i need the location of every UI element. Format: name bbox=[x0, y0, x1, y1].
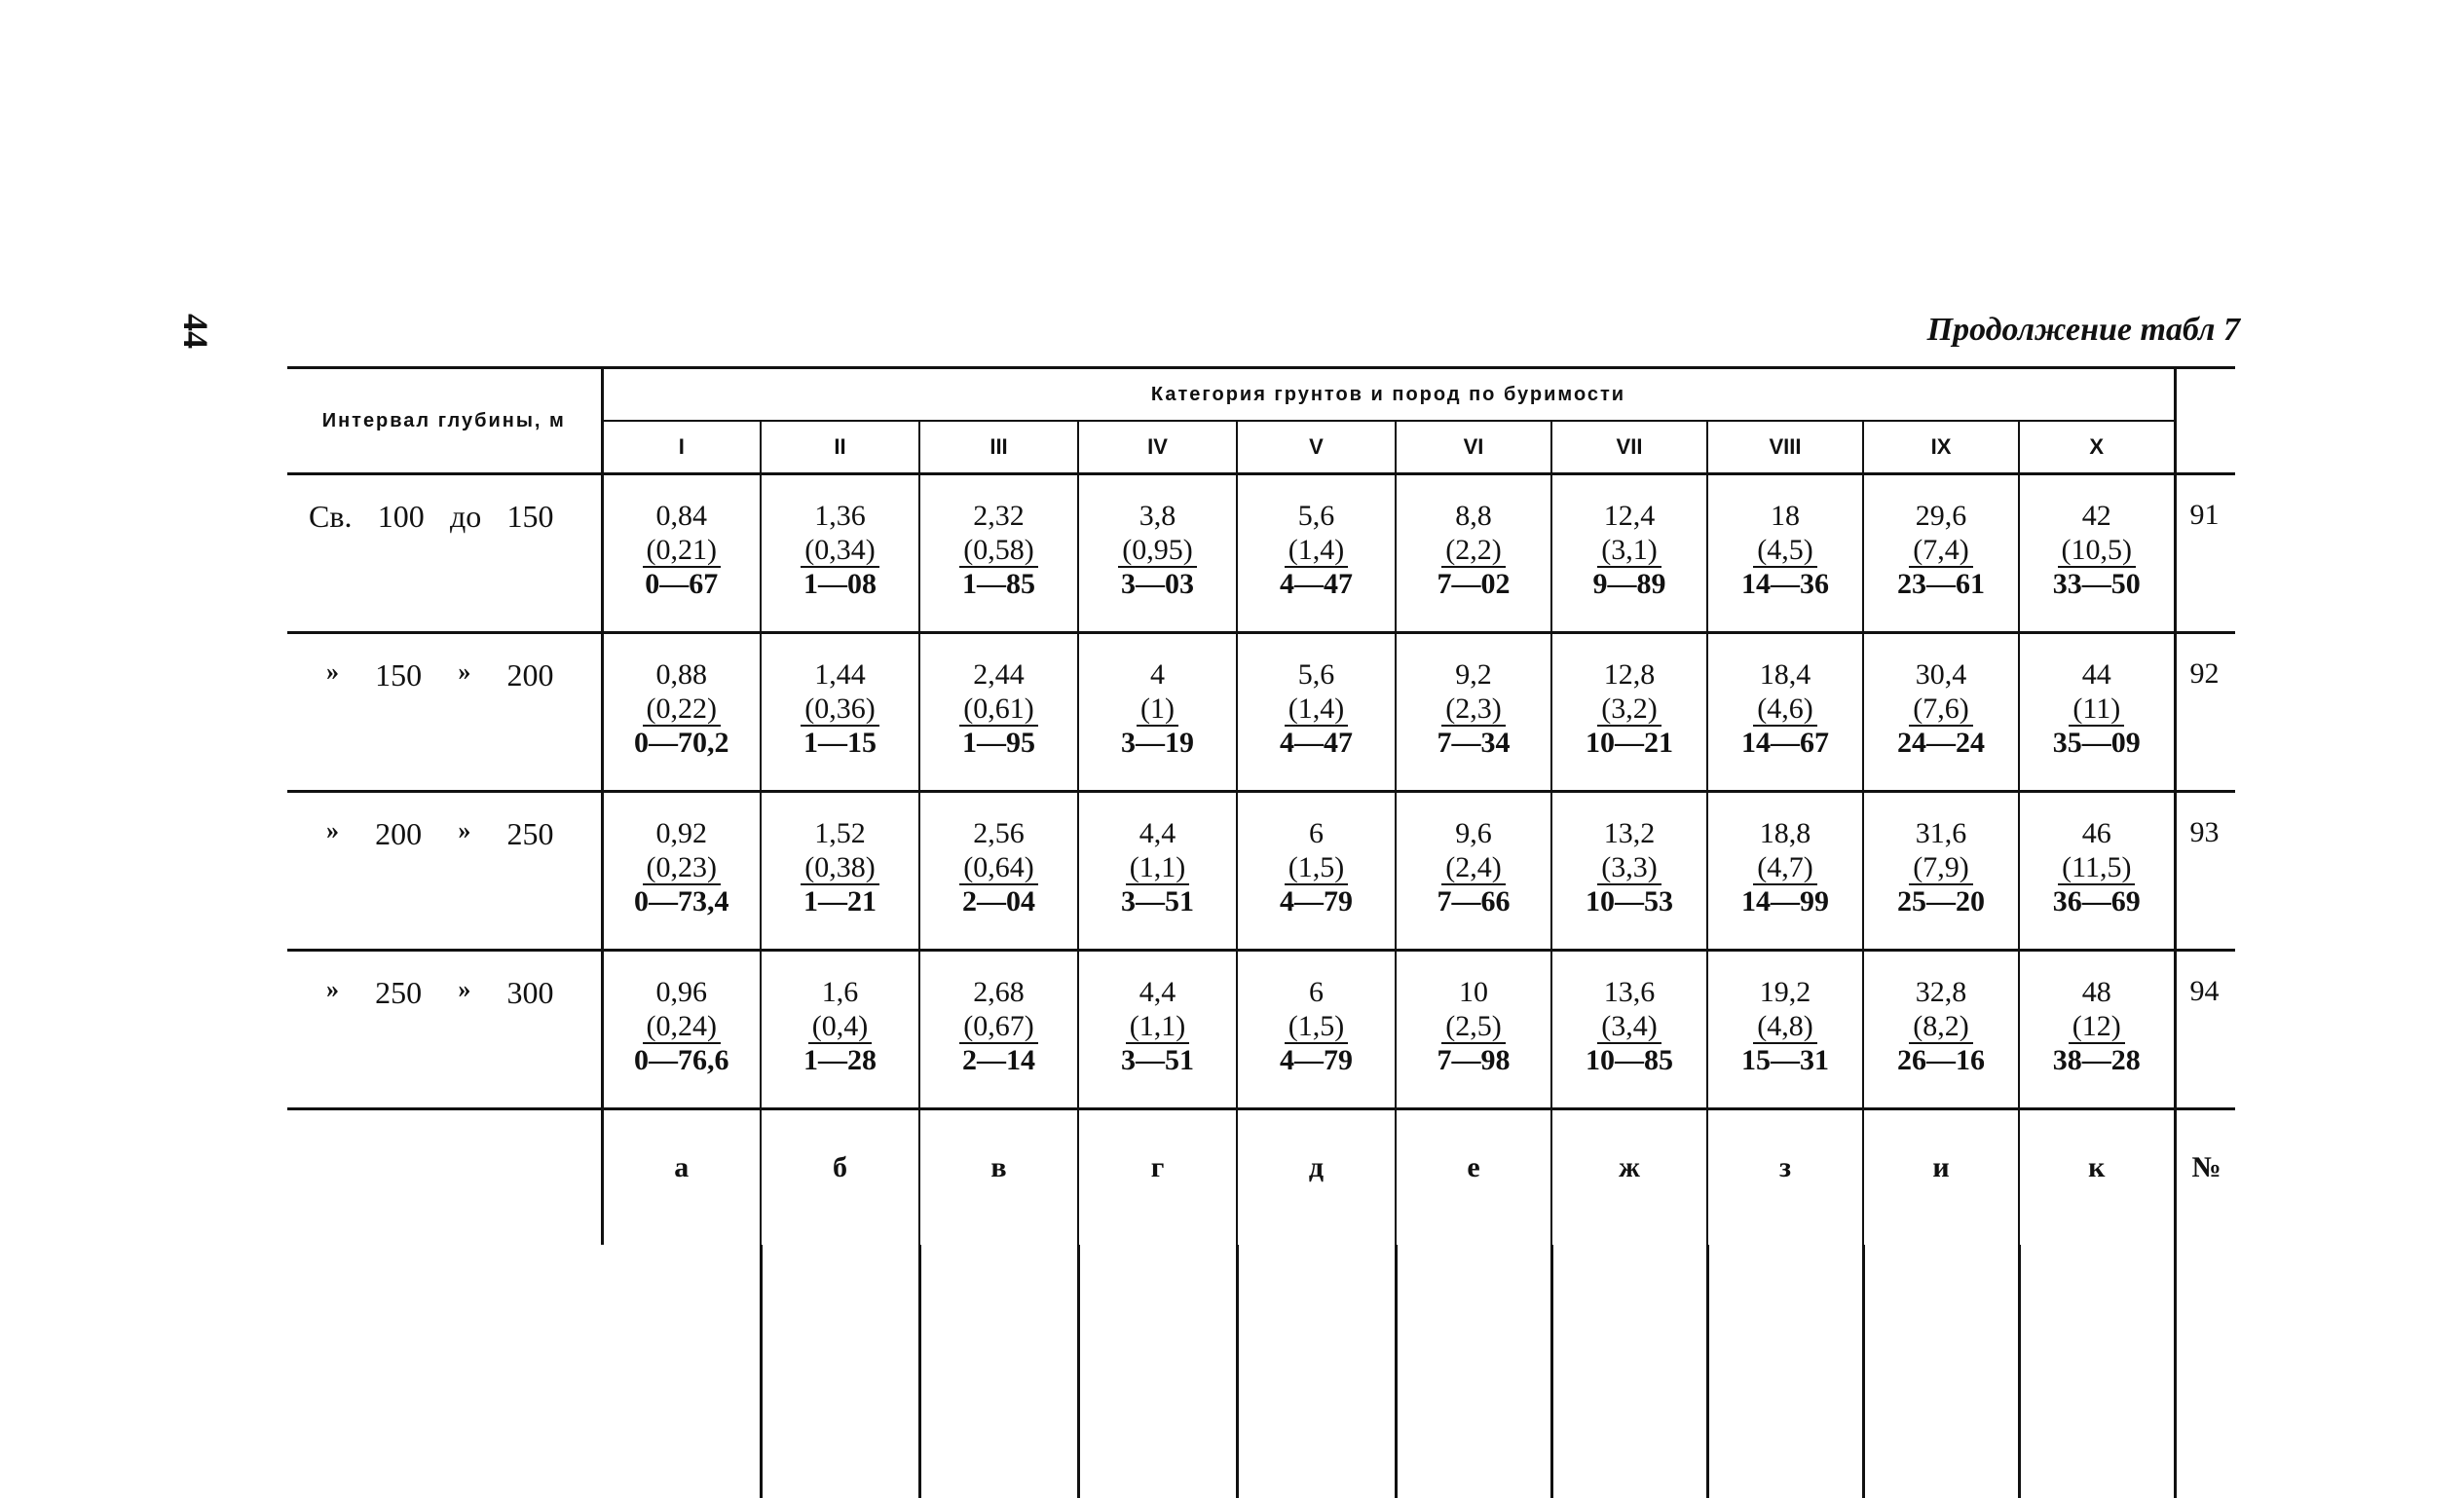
rate-sub-wrap bbox=[1079, 693, 1236, 727]
rate-value: 9,2 bbox=[1397, 657, 1550, 693]
rate-cell bbox=[2019, 951, 2175, 1109]
row-number: 92 bbox=[2175, 633, 2235, 792]
depth-interval bbox=[287, 816, 601, 852]
rate-sub-value: (0,64) bbox=[959, 852, 1037, 885]
rate-sub-value: (8,2) bbox=[1909, 1011, 1972, 1044]
rate-cell bbox=[1078, 951, 1237, 1109]
letters-blank-cell bbox=[287, 1109, 602, 1246]
rate-sub-value: (0,58) bbox=[959, 535, 1037, 568]
rate-value: 9,6 bbox=[1397, 816, 1550, 851]
interval-mid: » bbox=[458, 657, 470, 693]
rate-sub-value: (4,5) bbox=[1753, 535, 1816, 568]
rate-sub-value: (3,1) bbox=[1597, 535, 1661, 568]
rate-sub-value: (7,6) bbox=[1909, 693, 1972, 727]
rate-cost: 25—20 bbox=[1864, 885, 2018, 918]
tail-cell bbox=[602, 1245, 761, 1498]
rate-value: 2,68 bbox=[920, 975, 1077, 1010]
column-letter: е bbox=[1396, 1109, 1551, 1246]
rate-cost: 4—47 bbox=[1238, 568, 1395, 601]
rate-cost: 10—21 bbox=[1552, 727, 1706, 760]
rate-value: 3,8 bbox=[1079, 499, 1236, 534]
rate-sub-value: (1,1) bbox=[1126, 1011, 1189, 1044]
rate-sub-wrap bbox=[762, 851, 918, 885]
table-row bbox=[287, 474, 2235, 633]
rate-value: 48 bbox=[2020, 975, 2174, 1010]
rate-cell bbox=[1863, 951, 2019, 1109]
interval-from: 200 bbox=[375, 816, 422, 852]
rate-sub-wrap bbox=[2020, 1010, 2174, 1044]
rate-value: 46 bbox=[2020, 816, 2174, 851]
rate-cell bbox=[1237, 474, 1396, 633]
rate-cost: 2—14 bbox=[920, 1044, 1077, 1077]
row-number: 93 bbox=[2175, 792, 2235, 951]
row-number: 94 bbox=[2175, 951, 2235, 1109]
rate-value: 0,96 bbox=[604, 975, 761, 1010]
rate-value: 29,6 bbox=[1864, 499, 2018, 534]
rate-sub-wrap bbox=[1397, 693, 1550, 727]
category-number-7: VII bbox=[1551, 421, 1707, 474]
rate-sub-wrap bbox=[1238, 851, 1395, 885]
rate-value: 5,6 bbox=[1238, 499, 1395, 534]
rate-cost: 9—89 bbox=[1552, 568, 1706, 601]
rate-cell bbox=[919, 792, 1078, 951]
rate-value: 2,44 bbox=[920, 657, 1077, 693]
row-number: 91 bbox=[2175, 474, 2235, 633]
category-number-4: IV bbox=[1078, 421, 1237, 474]
rate-cost: 1—15 bbox=[762, 727, 918, 760]
rate-value: 1,6 bbox=[762, 975, 918, 1010]
rate-cost: 4—79 bbox=[1238, 1044, 1395, 1077]
rate-cell bbox=[602, 951, 761, 1109]
rate-cost: 1—95 bbox=[920, 727, 1077, 760]
rate-sub-value: (11,5) bbox=[2058, 852, 2135, 885]
rate-value: 5,6 bbox=[1238, 657, 1395, 693]
table-body bbox=[287, 474, 2235, 1498]
rate-cell bbox=[1551, 792, 1707, 951]
category-header: Категория грунтов и пород по буримости bbox=[602, 368, 2175, 422]
interval-prefix: » bbox=[326, 975, 339, 1011]
rate-value: 0,84 bbox=[604, 499, 761, 534]
rate-value: 42 bbox=[2020, 499, 2174, 534]
rate-cell bbox=[1863, 633, 2019, 792]
rate-sub-value: (0,36) bbox=[801, 693, 878, 727]
category-number-6: VI bbox=[1396, 421, 1551, 474]
interval-to: 300 bbox=[506, 975, 553, 1011]
rate-sub-value: (0,38) bbox=[801, 852, 878, 885]
rate-cost: 33—50 bbox=[2020, 568, 2174, 601]
rate-value: 18,8 bbox=[1708, 816, 1862, 851]
table-continuation-caption: Продолжение табл 7 bbox=[1927, 312, 2240, 349]
rate-sub-wrap bbox=[1079, 851, 1236, 885]
rate-cell bbox=[1078, 633, 1237, 792]
rate-sub-value: (0,61) bbox=[959, 693, 1037, 727]
rate-value: 2,32 bbox=[920, 499, 1077, 534]
rate-cost: 26—16 bbox=[1864, 1044, 2018, 1077]
category-number-9: IX bbox=[1863, 421, 2019, 474]
interval-header: Интервал глубины, м bbox=[287, 368, 602, 474]
rate-sub-value: (0,24) bbox=[643, 1011, 721, 1044]
rate-value: 30,4 bbox=[1864, 657, 2018, 693]
rate-value: 1,52 bbox=[762, 816, 918, 851]
rate-cell bbox=[1078, 474, 1237, 633]
rate-sub-value: (4,7) bbox=[1753, 852, 1816, 885]
rate-cost: 0—70,2 bbox=[604, 727, 761, 760]
rate-cost: 7—98 bbox=[1397, 1044, 1550, 1077]
depth-interval bbox=[287, 499, 601, 535]
rate-cell bbox=[1707, 474, 1863, 633]
rate-cost: 3—19 bbox=[1079, 727, 1236, 760]
rate-sub-value: (0,4) bbox=[808, 1011, 872, 1044]
rate-cell bbox=[919, 951, 1078, 1109]
rate-cell bbox=[1551, 474, 1707, 633]
rate-sub-wrap bbox=[1552, 693, 1706, 727]
depth-interval-cell bbox=[287, 474, 602, 633]
rate-cost: 0—67 bbox=[604, 568, 761, 601]
rate-sub-value: (3,2) bbox=[1597, 693, 1661, 727]
rate-cost: 7—02 bbox=[1397, 568, 1550, 601]
rates-table bbox=[287, 366, 2235, 1498]
rate-sub-value: (2,3) bbox=[1441, 693, 1505, 727]
rate-sub-wrap bbox=[1864, 851, 2018, 885]
rate-sub-value: (11) bbox=[2069, 693, 2124, 727]
rate-value: 6 bbox=[1238, 975, 1395, 1010]
rate-sub-wrap bbox=[1238, 693, 1395, 727]
category-number-2: II bbox=[761, 421, 919, 474]
interval-prefix: » bbox=[326, 816, 339, 852]
rate-value: 44 bbox=[2020, 657, 2174, 693]
rate-sub-wrap bbox=[1552, 534, 1706, 568]
rate-sub-wrap bbox=[2020, 851, 2174, 885]
column-letter: в bbox=[919, 1109, 1078, 1246]
rate-cost: 23—61 bbox=[1864, 568, 2018, 601]
rate-sub-wrap bbox=[604, 693, 761, 727]
rate-sub-value: (2,4) bbox=[1441, 852, 1505, 885]
rate-value: 18 bbox=[1708, 499, 1862, 534]
table-row bbox=[287, 951, 2235, 1109]
rate-value: 12,4 bbox=[1552, 499, 1706, 534]
rate-cell bbox=[1863, 792, 2019, 951]
rate-cell bbox=[1863, 474, 2019, 633]
rate-sub-wrap bbox=[920, 851, 1077, 885]
rate-cell bbox=[1396, 474, 1551, 633]
table-row bbox=[287, 633, 2235, 792]
depth-interval-cell bbox=[287, 633, 602, 792]
rate-sub-value: (0,67) bbox=[959, 1011, 1037, 1044]
rate-cost: 10—53 bbox=[1552, 885, 1706, 918]
rate-cost: 3—51 bbox=[1079, 1044, 1236, 1077]
rate-sub-value: (0,34) bbox=[801, 535, 878, 568]
rate-sub-wrap bbox=[1864, 693, 2018, 727]
rate-cost: 24—24 bbox=[1864, 727, 2018, 760]
header-corner bbox=[2175, 368, 2235, 474]
depth-interval-cell bbox=[287, 792, 602, 951]
table-tail-row bbox=[287, 1245, 2235, 1498]
rate-sub-wrap bbox=[762, 693, 918, 727]
rate-sub-value: (3,4) bbox=[1597, 1011, 1661, 1044]
column-letter: ж bbox=[1551, 1109, 1707, 1246]
rate-cell bbox=[1707, 633, 1863, 792]
rate-value: 4,4 bbox=[1079, 975, 1236, 1010]
rate-sub-value: (4,8) bbox=[1753, 1011, 1816, 1044]
rate-cost: 1—28 bbox=[762, 1044, 918, 1077]
rate-cost: 10—85 bbox=[1552, 1044, 1706, 1077]
rate-cell bbox=[1078, 792, 1237, 951]
rate-sub-wrap bbox=[2020, 693, 2174, 727]
rate-cell bbox=[602, 474, 761, 633]
rate-cost: 1—85 bbox=[920, 568, 1077, 601]
rate-sub-wrap bbox=[1397, 534, 1550, 568]
column-letters-row bbox=[287, 1109, 2235, 1246]
rate-cell bbox=[919, 474, 1078, 633]
rate-cost: 35—09 bbox=[2020, 727, 2174, 760]
rate-sub-value: (1) bbox=[1137, 693, 1178, 727]
rate-cell bbox=[1707, 951, 1863, 1109]
rate-sub-value: (4,6) bbox=[1753, 693, 1816, 727]
rate-cost: 0—76,6 bbox=[604, 1044, 761, 1077]
rate-sub-wrap bbox=[1552, 851, 1706, 885]
rate-sub-wrap bbox=[2020, 534, 2174, 568]
rate-sub-value: (7,4) bbox=[1909, 535, 1972, 568]
tail-blank-cell bbox=[287, 1245, 602, 1498]
rate-sub-value: (1,5) bbox=[1285, 852, 1348, 885]
tail-cell bbox=[1078, 1245, 1237, 1498]
rate-cell bbox=[602, 792, 761, 951]
column-letter: д bbox=[1237, 1109, 1396, 1246]
rate-sub-wrap bbox=[1864, 1010, 2018, 1044]
rate-cell bbox=[1237, 792, 1396, 951]
rate-cost: 14—99 bbox=[1708, 885, 1862, 918]
number-sign: № bbox=[2175, 1109, 2235, 1246]
tail-cell bbox=[761, 1245, 919, 1498]
rate-cell bbox=[2019, 474, 2175, 633]
rate-cost: 1—08 bbox=[762, 568, 918, 601]
rate-sub-wrap bbox=[1552, 1010, 1706, 1044]
interval-from: 150 bbox=[375, 657, 422, 693]
depth-interval bbox=[287, 657, 601, 693]
rate-sub-wrap bbox=[604, 1010, 761, 1044]
rate-cell bbox=[761, 951, 919, 1109]
rate-value: 1,36 bbox=[762, 499, 918, 534]
category-number-1: I bbox=[602, 421, 761, 474]
rate-cell bbox=[919, 633, 1078, 792]
rate-value: 0,92 bbox=[604, 816, 761, 851]
rate-cell bbox=[761, 633, 919, 792]
rate-sub-wrap bbox=[920, 1010, 1077, 1044]
rate-sub-wrap bbox=[1238, 1010, 1395, 1044]
rate-value: 8,8 bbox=[1397, 499, 1550, 534]
column-letter: а bbox=[602, 1109, 761, 1246]
rate-cell bbox=[1237, 951, 1396, 1109]
rate-cost: 1—21 bbox=[762, 885, 918, 918]
rate-sub-wrap bbox=[1079, 1010, 1236, 1044]
rate-cell bbox=[1396, 792, 1551, 951]
depth-interval-cell bbox=[287, 951, 602, 1109]
rate-cost: 14—67 bbox=[1708, 727, 1862, 760]
page-number: 44 bbox=[175, 314, 216, 349]
rate-value: 12,8 bbox=[1552, 657, 1706, 693]
tail-cell bbox=[1707, 1245, 1863, 1498]
rate-sub-wrap bbox=[1708, 693, 1862, 727]
tail-cell bbox=[2019, 1245, 2175, 1498]
category-number-8: VIII bbox=[1707, 421, 1863, 474]
rate-cost: 14—36 bbox=[1708, 568, 1862, 601]
rate-value: 2,56 bbox=[920, 816, 1077, 851]
column-letter: к bbox=[2019, 1109, 2175, 1246]
rate-sub-wrap bbox=[1079, 534, 1236, 568]
interval-to: 250 bbox=[506, 816, 553, 852]
tail-cell bbox=[919, 1245, 1078, 1498]
column-letter: з bbox=[1707, 1109, 1863, 1246]
rate-value: 18,4 bbox=[1708, 657, 1862, 693]
category-number-10: X bbox=[2019, 421, 2175, 474]
rate-cost: 4—47 bbox=[1238, 727, 1395, 760]
tail-cell bbox=[1863, 1245, 2019, 1498]
rate-value: 0,88 bbox=[604, 657, 761, 693]
interval-prefix: » bbox=[326, 657, 339, 693]
rate-sub-wrap bbox=[1238, 534, 1395, 568]
rate-value: 4 bbox=[1079, 657, 1236, 693]
rate-cell bbox=[2019, 633, 2175, 792]
rate-value: 32,8 bbox=[1864, 975, 2018, 1010]
rate-sub-value: (0,21) bbox=[643, 535, 721, 568]
rate-sub-value: (0,95) bbox=[1118, 535, 1196, 568]
interval-from: 100 bbox=[378, 499, 425, 535]
rate-cell bbox=[1551, 951, 1707, 1109]
rate-sub-wrap bbox=[920, 534, 1077, 568]
interval-mid: до bbox=[450, 499, 481, 535]
interval-mid: » bbox=[458, 816, 470, 852]
rate-cost: 7—34 bbox=[1397, 727, 1550, 760]
rate-cost: 15—31 bbox=[1708, 1044, 1862, 1077]
rate-sub-wrap bbox=[1708, 851, 1862, 885]
rate-value: 31,6 bbox=[1864, 816, 2018, 851]
rate-cell bbox=[1396, 951, 1551, 1109]
rate-cell bbox=[2019, 792, 2175, 951]
rate-value: 10 bbox=[1397, 975, 1550, 1010]
rate-sub-value: (12) bbox=[2069, 1011, 2125, 1044]
column-letter: б bbox=[761, 1109, 919, 1246]
rate-cost: 36—69 bbox=[2020, 885, 2174, 918]
rate-sub-value: (1,5) bbox=[1285, 1011, 1348, 1044]
rate-sub-value: (10,5) bbox=[2058, 535, 2136, 568]
rate-sub-value: (0,22) bbox=[643, 693, 721, 727]
rate-sub-wrap bbox=[1864, 534, 2018, 568]
rate-sub-value: (2,5) bbox=[1441, 1011, 1505, 1044]
column-letter: и bbox=[1863, 1109, 2019, 1246]
rate-cost: 7—66 bbox=[1397, 885, 1550, 918]
tail-cell bbox=[1396, 1245, 1551, 1498]
rate-value: 4,4 bbox=[1079, 816, 1236, 851]
column-letter: г bbox=[1078, 1109, 1237, 1246]
category-number-5: V bbox=[1237, 421, 1396, 474]
rate-cell bbox=[761, 474, 919, 633]
rate-value: 13,2 bbox=[1552, 816, 1706, 851]
rate-sub-value: (0,23) bbox=[643, 852, 721, 885]
rate-sub-wrap bbox=[1397, 1010, 1550, 1044]
rate-cost: 0—73,4 bbox=[604, 885, 761, 918]
interval-to: 150 bbox=[506, 499, 553, 535]
rate-sub-value: (7,9) bbox=[1909, 852, 1972, 885]
rate-sub-value: (1,1) bbox=[1126, 852, 1189, 885]
rate-value: 6 bbox=[1238, 816, 1395, 851]
rate-sub-value: (2,2) bbox=[1441, 535, 1505, 568]
rate-cell bbox=[1396, 633, 1551, 792]
rate-sub-wrap bbox=[762, 534, 918, 568]
table-row bbox=[287, 792, 2235, 951]
rate-cell bbox=[761, 792, 919, 951]
interval-mid: » bbox=[458, 975, 470, 1011]
rate-cost: 4—79 bbox=[1238, 885, 1395, 918]
depth-interval bbox=[287, 975, 601, 1011]
rate-value: 13,6 bbox=[1552, 975, 1706, 1010]
tail-cell bbox=[1237, 1245, 1396, 1498]
rate-value: 19,2 bbox=[1708, 975, 1862, 1010]
rate-sub-wrap bbox=[604, 851, 761, 885]
rate-sub-wrap bbox=[762, 1010, 918, 1044]
interval-prefix: Св. bbox=[309, 499, 352, 535]
rate-sub-value: (1,4) bbox=[1285, 535, 1348, 568]
tail-cell bbox=[1551, 1245, 1707, 1498]
interval-to: 200 bbox=[506, 657, 553, 693]
rate-sub-wrap bbox=[920, 693, 1077, 727]
rate-cell bbox=[602, 633, 761, 792]
rate-cost: 3—03 bbox=[1079, 568, 1236, 601]
rate-sub-value: (3,3) bbox=[1597, 852, 1661, 885]
rate-cost: 38—28 bbox=[2020, 1044, 2174, 1077]
rate-sub-wrap bbox=[1708, 534, 1862, 568]
rate-sub-wrap bbox=[1708, 1010, 1862, 1044]
rate-cost: 3—51 bbox=[1079, 885, 1236, 918]
rate-cell bbox=[1707, 792, 1863, 951]
category-number-3: III bbox=[919, 421, 1078, 474]
rate-cell bbox=[1551, 633, 1707, 792]
rate-cost: 2—04 bbox=[920, 885, 1077, 918]
rate-sub-value: (1,4) bbox=[1285, 693, 1348, 727]
rate-value: 1,44 bbox=[762, 657, 918, 693]
rate-sub-wrap bbox=[1397, 851, 1550, 885]
rate-cell bbox=[1237, 633, 1396, 792]
interval-from: 250 bbox=[375, 975, 422, 1011]
rate-sub-wrap bbox=[604, 534, 761, 568]
tail-end-cell bbox=[2175, 1245, 2235, 1498]
